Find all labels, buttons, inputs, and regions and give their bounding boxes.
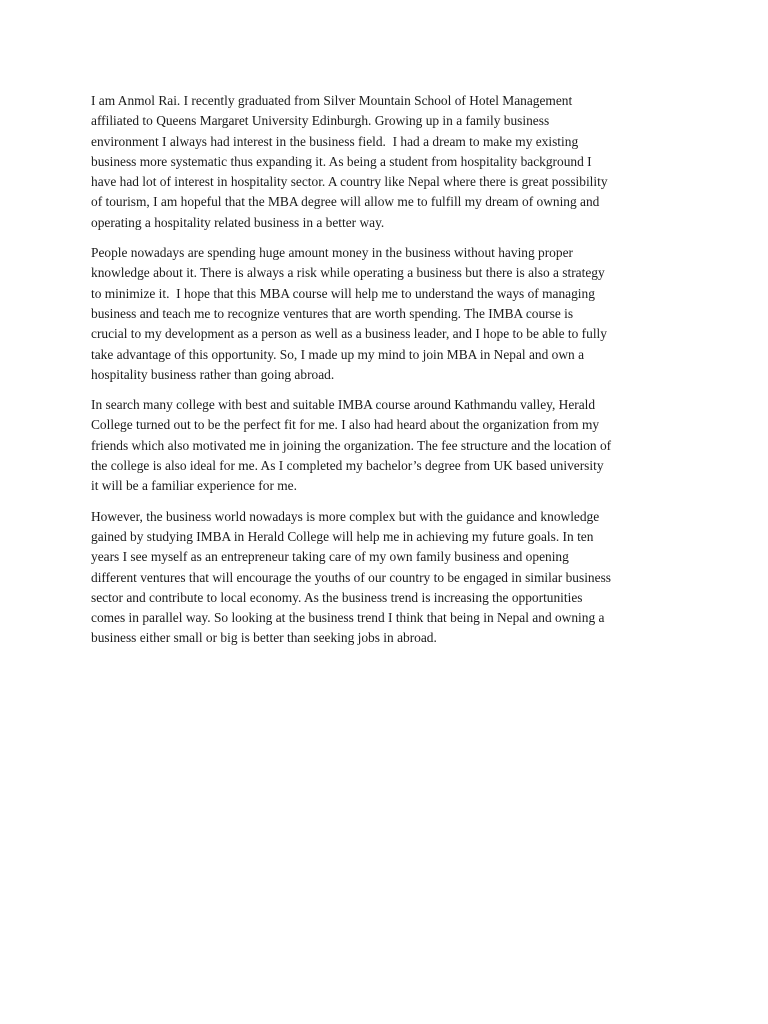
paragraph-motivation: [91, 243, 683, 385]
text-line: In search many college with best and suitable IMBA course around Kathmandu valley, Herald: [91, 397, 596, 413]
text-line: I am Anmol Rai. I recently graduated from Silver Mountain School of Hotel Management: [91, 93, 573, 108]
text-line: of tourism, I am hopeful that the MBA degree will allow me to fulfill my dream of owning and: [91, 194, 600, 210]
text-line: comes in parallel way. So looking at the business trend I think that being in Nepal and owning a: [91, 610, 605, 626]
text-line: affiliated to Queens Margaret University Edinburgh. Growing up in a family business: [91, 113, 550, 129]
text-line: have had lot of interest in hospitality sector. A country like Nepal where there is great possibility: [91, 174, 608, 190]
text-line: gained by studying IMBA in Herald College will help me in achieving my future goals. In ten: [91, 528, 594, 544]
text-line: knowledge about it. There is always a risk while operating a business but there is also a strategy: [91, 265, 605, 281]
text-line: friends which also motivated me in joining the organization. The fee structure and the location of: [91, 437, 612, 453]
text-line: environment I always had interest in the business field. I had a dream to make my existing: [91, 133, 579, 149]
text-line: business more systematic thus expanding it. As being a student from hospitality background I: [91, 153, 592, 169]
text-line: take advantage of this opportunity. So, I made up my mind to join MBA in Nepal and own a: [91, 346, 585, 362]
text-line: College turned out to be the perfect fit for me. I also had heard about the organization from my: [91, 417, 600, 433]
text-line: years I see myself as an entrepreneur taking care of my own family business and opening: [91, 549, 569, 565]
text-line: sector and contribute to local economy. As the business trend is increasing the opportunities: [91, 589, 583, 605]
text-line: to minimize it. I hope that this MBA course will help me to understand the ways of managing: [91, 285, 595, 301]
paragraph-future-goals: [91, 507, 683, 649]
text-line: However, the business world nowadays is more complex but with the guidance and knowledge: [91, 508, 600, 524]
text-line: hospitality business rather than going abroad.: [91, 366, 335, 382]
text-line: business either small or big is better than seeking jobs in abroad.: [91, 630, 437, 646]
text-line: business and teach me to recognize ventures that are worth spending. The IMBA course is: [91, 305, 574, 321]
text-line: operating a hospitality related business in a better way.: [91, 214, 385, 230]
text-line: the college is also ideal for me. As I completed my bachelor’s degree from UK based university: [91, 458, 604, 474]
paragraph-college-choice: [91, 395, 683, 496]
paragraph-introduction: [91, 91, 683, 233]
text-line: it will be a familiar experience for me.: [91, 478, 297, 494]
text-line: different ventures that will encourage the youths of our country to be engaged in similar business: [91, 569, 611, 585]
text-line: crucial to my development as a person as well as a business leader, and I hope to be able to fully: [91, 326, 607, 342]
text-line: People nowadays are spending huge amount money in the business without having proper: [91, 245, 573, 261]
document-body: [91, 91, 683, 659]
